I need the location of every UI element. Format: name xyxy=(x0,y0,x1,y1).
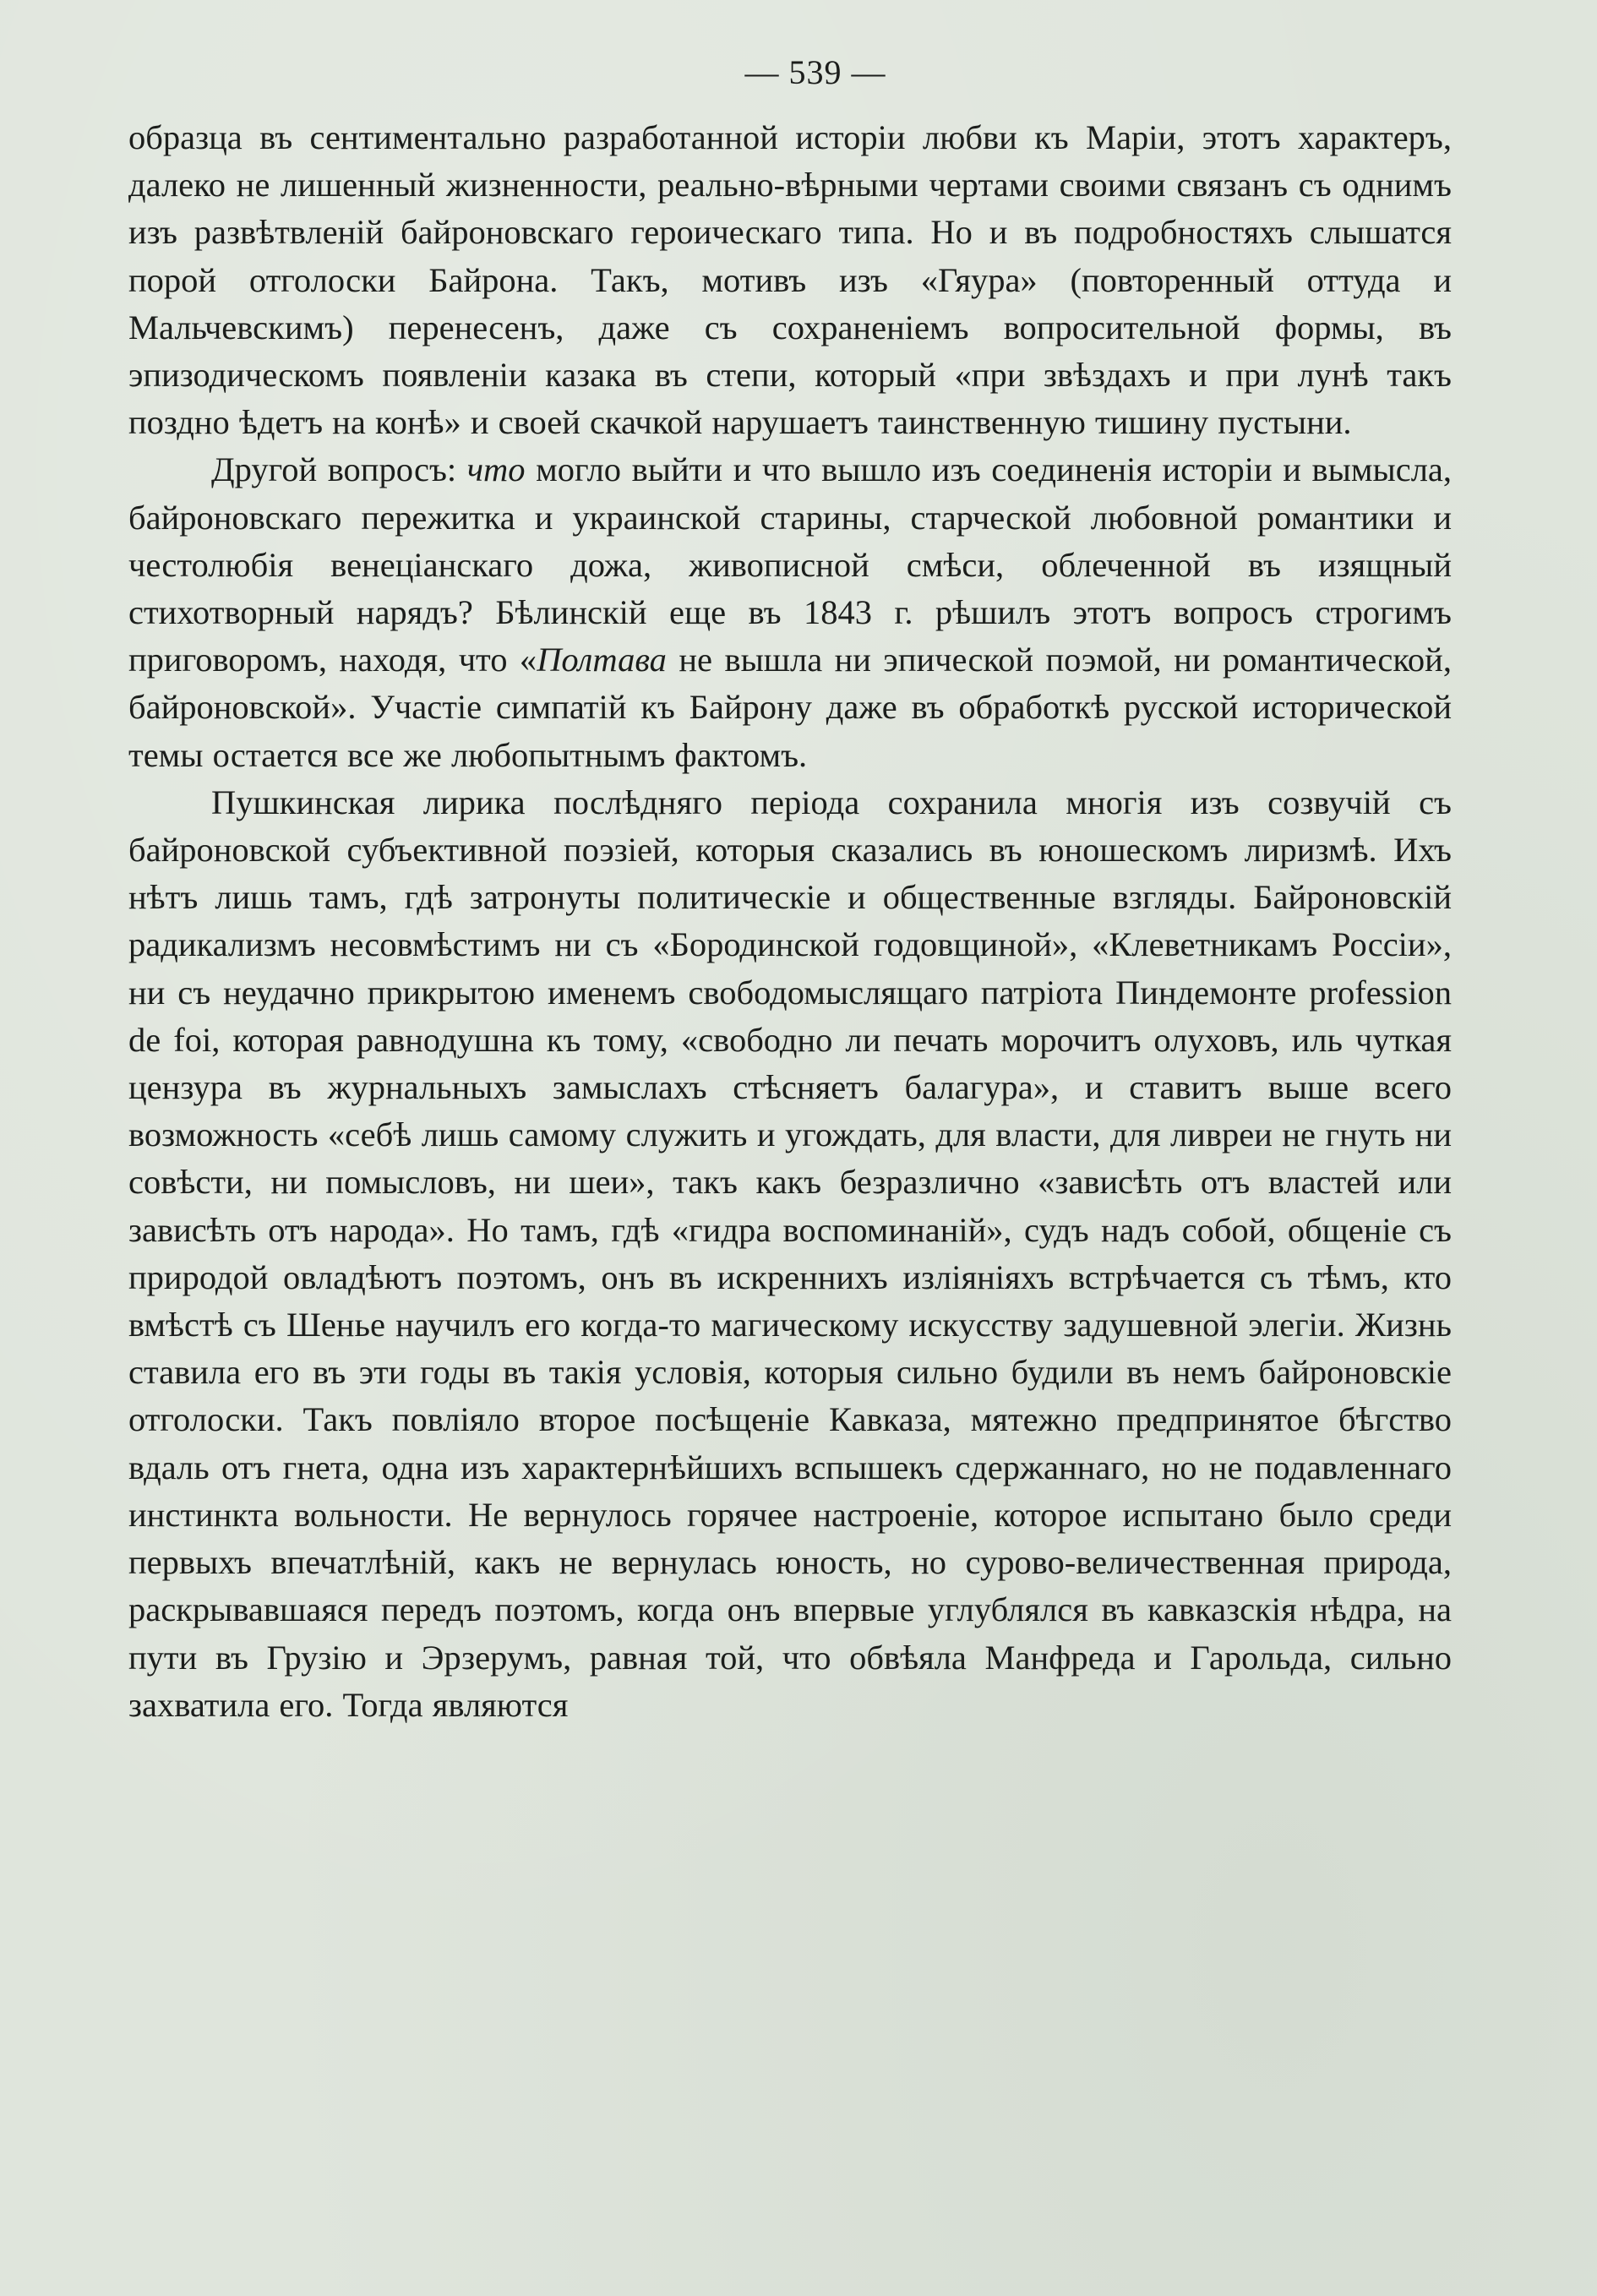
paragraph-2-emphasis: что xyxy=(466,450,526,489)
paragraph-2-title-emphasis: Полтава xyxy=(537,641,667,679)
paragraph-1: образца въ сентиментально разработанной исторіи любви къ Маріи, этотъ характеръ, далеко не лишенный жизненности, реально-вѣрными чертами своими связанъ съ однимъ изъ развѣтвленій байроновскаго героическаго типа. Но и въ подробностяхъ слышатся порой отголоски Байрона. Такъ, мотивъ изъ «Гяура» (повторенный оттуда и Мальчевскимъ) перенесенъ, даже съ сохраненіемъ вопросительной формы, въ эпизодическомъ появленіи казака въ степи, который «при звѣздахъ и при лунѣ такъ поздно ѣдетъ на конѣ» и своей скачкой нарушаетъ таинственную тишину пустыни. xyxy=(128,118,1452,442)
paragraph-2-after: не вышла ни эпической поэмой, ни романтической, байроновской». Участіе симпатій къ Байрону даже въ обработкѣ русской исторической темы остается все же любопытнымъ фактомъ. xyxy=(128,641,1452,774)
paragraph-2 xyxy=(128,446,1452,778)
page-number: — 539 — xyxy=(744,53,886,91)
paragraph-2-before: Другой вопросъ: xyxy=(211,450,467,489)
paragraph-2-middle: могло выйти и что вышло изъ соединенія исторіи и вымысла, байроновскаго пережитка и украинской старины, старческой любовной романтики и честолюбія венеціанскаго дожа, живописной смѣси, облеченной въ изящный стихотворный нарядъ? Бѣлинскій еще въ 1843 г. рѣшилъ этотъ вопросъ строгимъ приговоромъ, находя, что « xyxy=(128,450,1452,679)
paragraph-3: Пушкинская лирика послѣдняго періода сохранила многія изъ созвучій съ байроновской субъективной поэзіей, которыя сказались въ юношескомъ лиризмѣ. Ихъ нѣтъ лишь тамъ, гдѣ затронуты политическіе и общественные взгляды. Байроновскій радикализмъ несовмѣстимъ ни съ «Бородинской годовщиной», «Клеветникамъ Россіи», ни съ неудачно прикрытою именемъ свободомыслящаго патріота Пиндемонте profession de foi, которая равнодушна къ тому, «свободно ли печать морочитъ олуховъ, иль чуткая цензура въ журнальныхъ замыслахъ стѣсняетъ балагура», и ставитъ выше всего возможность «себѣ лишь самому служить и угождать, для власти, для ливреи не гнуть ни совѣсти, ни помысловъ, ни шеи», такъ какъ безразлично «зависѣть отъ властей или зависѣть отъ народа». Но тамъ, гдѣ «гидра воспоминаній», судъ надъ собой, общеніе съ природой овладѣютъ поэтомъ, онъ въ искреннихъ изліяніяхъ встрѣчается съ тѣмъ, кто вмѣстѣ съ Шенье научилъ его когда-то магическому искусству задушевной элегіи. Жизнь ставила его въ эти годы въ такія условія, которыя сильно будили въ немъ байроновскіе отголоски. Такъ повліяло второе посѣщеніе Кавказа, мятежно предпринятое бѣгство вдаль отъ гнета, одна изъ характернѣйшихъ вспышекъ сдержаннаго, но не подавленнаго инстинкта вольности. Не вернулось горячее настроеніе, которое испытано было среди первыхъ впечатлѣній, какъ не вернулась юность, но сурово-величественная природа, раскрывавшаяся передъ поэтомъ, когда онъ впервые углублялся въ кавказскія нѣдра, на пути въ Грузію и Эрзерумъ, равная той, что обвѣяла Манфреда и Гарольда, сильно захватила его. Тогда являются xyxy=(128,783,1452,1724)
